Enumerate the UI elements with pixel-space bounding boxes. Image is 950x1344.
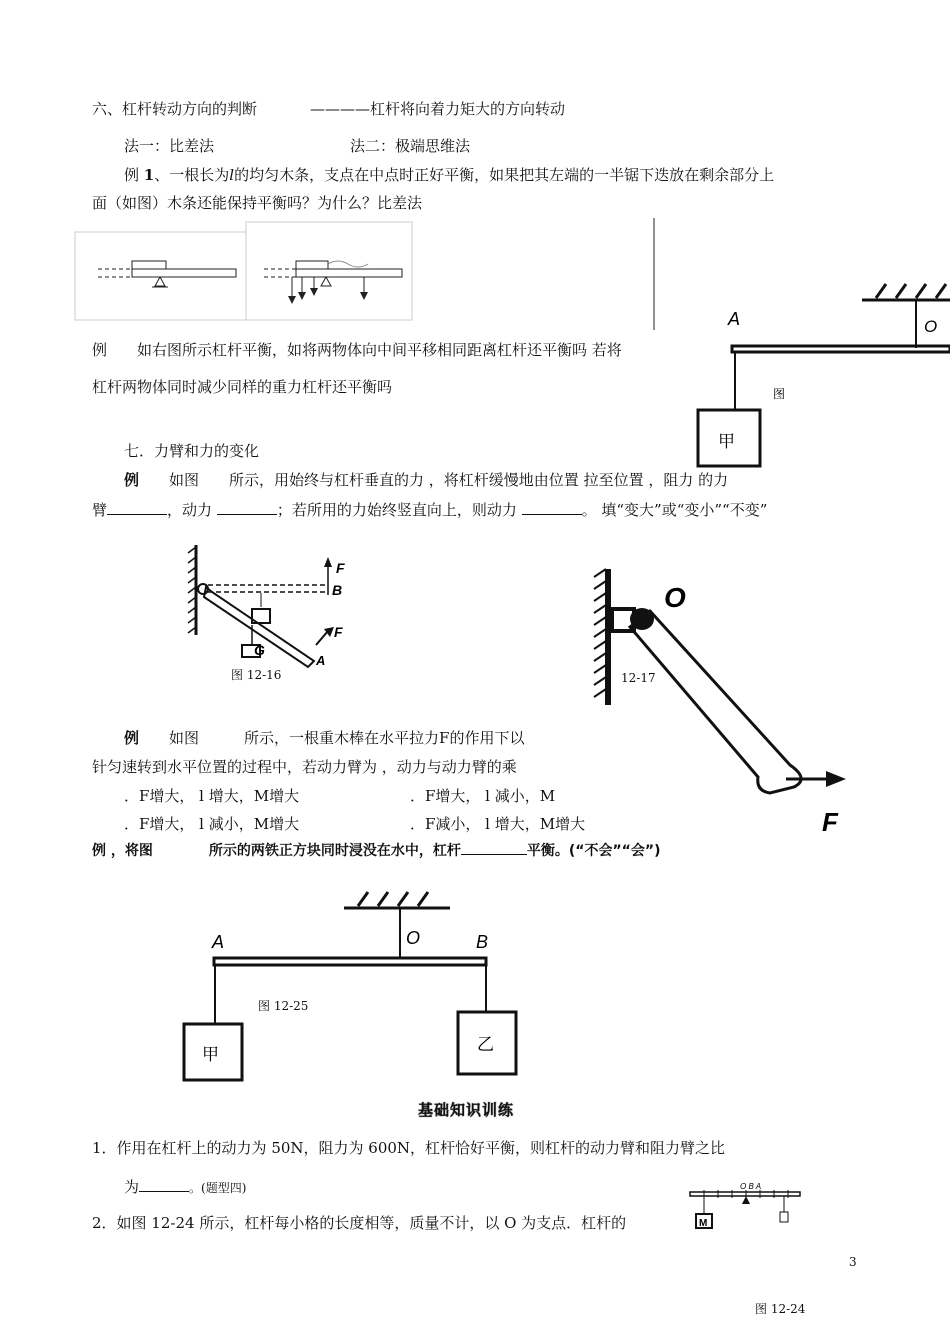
figure-12-25 (180, 888, 520, 1084)
figure-12-17 (590, 565, 860, 835)
s7-example-1-line-2: 臂 ，动力 ；若所用的力始终竖直向上，则动力 。 填“变大”或“变小”“不变” (92, 501, 768, 519)
section6-heading: 六、杠杆转动方向的判断 (92, 100, 258, 118)
fig1225-caption: 图 12-25 (258, 999, 309, 1013)
fig1216-B: B (332, 582, 343, 598)
fig1224-labels: O B A (740, 1182, 762, 1191)
fig1216-G: G (254, 642, 265, 658)
fig1216-A: A (316, 653, 326, 668)
fig1217-O: O (664, 582, 686, 613)
fig1216-F-top: F (336, 560, 345, 576)
fig1217-caption: 12-17 (621, 671, 656, 685)
fig1224-M: M (699, 1218, 708, 1229)
answer-blank[interactable] (139, 1177, 189, 1192)
right-lever-figure (690, 280, 950, 490)
question-2-line-1: 2．如图 12-24 所示，杠杆每小格的长度相等，质量不计，以 O 为支点．杠杆的 (92, 1214, 627, 1232)
example-2-line-1: 例 如右图所示杠杆平衡，如将两物体向中间平移相同距离杠杆还平衡吗 若将 (92, 341, 622, 359)
option-3: ．F增大， l 减小，M增大 (124, 815, 300, 833)
section6-rule: ————杠杆将向着力矩大的方向转动 (310, 100, 566, 118)
answer-blank[interactable] (217, 500, 277, 515)
figure-12-24 (686, 1182, 806, 1234)
fig1225-O: O (406, 928, 421, 948)
answer-blank[interactable] (461, 840, 527, 855)
question-1-line-2: 为 。(题型四) (124, 1178, 247, 1196)
training-title: 基础知识训练 (418, 1101, 515, 1119)
example-2-line-2: 杠杆两物体同时减少同样的重力杠杆还平衡吗 (92, 378, 393, 396)
fig1225-right-box: 乙 (477, 1035, 494, 1055)
divider-line (653, 218, 657, 330)
question-1-line-1: 1．作用在杠杆上的动力为 50N，阻力为 600N，杠杆恰好平衡，则杠杆的动力臂和阻力臂之比 (92, 1139, 726, 1157)
page-number: 3 (849, 1255, 857, 1269)
s7-example-1-line-1: 例 如图 所示，用始终与杠杆垂直的力 ，将杠杆缓慢地由位置 拉至位置 ，阻力 的力 (124, 471, 729, 489)
answer-blank[interactable] (522, 500, 582, 515)
fig1225-left-box: 甲 (202, 1045, 219, 1065)
option-4: ．F减小， l 增大，M增大 (410, 815, 586, 833)
fig1217-F: F (822, 807, 838, 837)
s7-example-2-line-1: 例 如图 所示，一根重木棒在水平拉力F的作用下以 (124, 729, 525, 747)
option-1: ．F增大， l 增大，M增大 (124, 787, 300, 805)
method-2: 法二：极端思维法 (350, 137, 471, 155)
fig1216-caption: 图 12-16 (231, 668, 282, 682)
fig1225-A: A (212, 932, 225, 952)
right-lever-caption: 图 (773, 387, 786, 401)
right-lever-label-A: A (728, 309, 741, 329)
sawed-lever-figure (74, 216, 414, 322)
section7-heading: 七．力臂和力的变化 (124, 442, 260, 460)
fig1216-F-side: F (334, 624, 343, 640)
option-2: ．F增大， l 减小，M (410, 787, 556, 805)
fig1224-caption: 图 12-24 (755, 1302, 806, 1316)
example-1-line-1: 例 1、一根长为l的均匀木条，支点在中点时正好平衡，如果把其左端的一半锯下迭放在剩余部分上 (124, 166, 775, 184)
right-lever-label-O: O (924, 317, 938, 336)
s7-example-3: 例 ，将图 所示的两铁正方块同时浸没在水中，杠杆 平衡。(“不会”“会”) (92, 840, 660, 860)
figure-12-16 (186, 545, 356, 685)
example-1-line-2: 面（如图）木条还能保持平衡吗？为什么？比差法 (92, 194, 423, 212)
s7-example-2-line-2: 针匀速转到水平位置的过程中，若动力臂为 ，动力与动力臂的乘 (92, 758, 517, 776)
method-1: 法一：比差法 (124, 137, 215, 155)
fig1225-B: B (476, 932, 489, 952)
right-lever-box-label: 甲 (718, 432, 735, 452)
answer-blank[interactable] (107, 500, 167, 515)
